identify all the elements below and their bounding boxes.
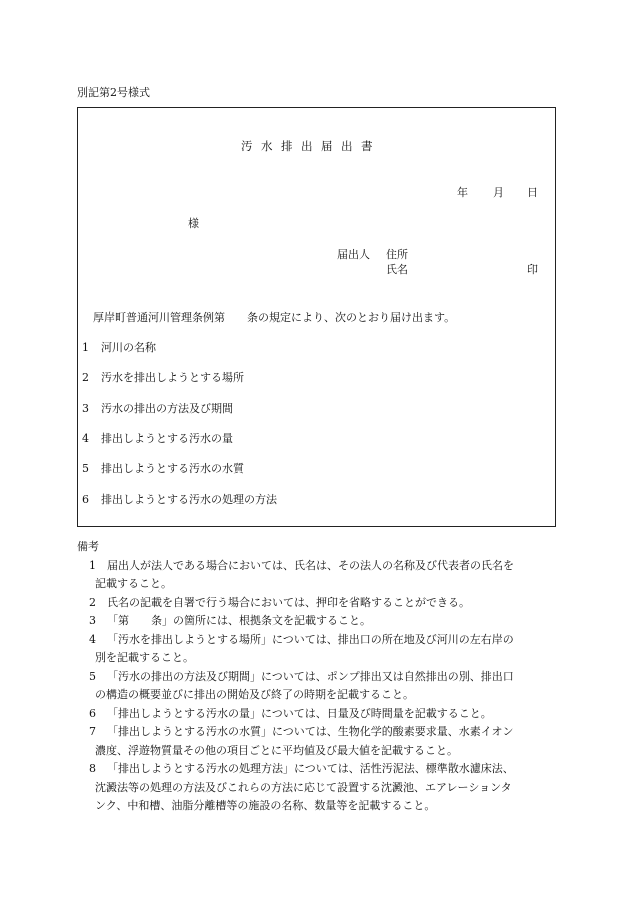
list-item: 6 排出しようとする汚水の処理の方法	[82, 493, 277, 506]
date-day: 日	[527, 186, 538, 199]
list-item: 5 排出しようとする汚水の水質	[82, 462, 244, 475]
list-item: 1 河川の名称	[82, 341, 156, 354]
list-item: 3 汚水の排出の方法及び期間	[82, 402, 233, 415]
note-item: 7 「排出しようとする汚水の水質」については、生物化学的酸素要求量、水素イオン	[89, 725, 514, 738]
form-title: 汚水排出届出書	[241, 139, 381, 153]
note-item: 8 「排出しようとする汚水の処理方法」については、活性汚泥法、標準散水濾床法、	[89, 762, 514, 775]
date-month: 月	[493, 186, 504, 199]
list-item: 4 排出しようとする汚水の量	[82, 432, 233, 445]
seal-mark: 印	[527, 263, 538, 276]
intro-text: 厚岸町普通河川管理条例第 条の規定により、次のとおり届け出ます。	[93, 311, 456, 324]
applicant-label: 届出人	[337, 248, 370, 261]
note-item: 3 「第 条」の箇所には、根拠条文を記載すること。	[89, 614, 371, 627]
note-item: 1 届出人が法人である場合においては、氏名は、その法人の名称及び代表者の氏名を	[89, 559, 514, 572]
notes-heading: 備考	[77, 540, 99, 553]
date-year: 年	[457, 186, 468, 199]
note-line: 濃度、浮遊物質量その他の項目ごとに平均値及び最大値を記載すること。	[95, 744, 458, 757]
name-label: 氏名	[386, 263, 408, 276]
note-item: 2 氏名の記載を自署で行う場合においては、押印を省略することができる。	[89, 596, 470, 609]
note-line: 別を記載すること。	[95, 651, 194, 664]
note-line: の構造の概要並びに排出の開始及び終了の時期を記載すること。	[95, 688, 414, 701]
note-item: 6 「排出しようとする汚水の量」については、日量及び時間量を記載すること。	[89, 707, 492, 720]
note-line: 記載すること。	[95, 577, 172, 590]
note-item: 5 「汚水の排出の方法及び期間」については、ポンプ排出又は自然排出の別、排出口	[89, 670, 514, 683]
note-line: ンク、中和槽、油脂分離槽等の施設の名称、数量等を記載すること。	[95, 799, 436, 812]
note-line: 沈澱法等の処理の方法及びこれらの方法に応じて設置する沈澱池、エアレーションタ	[95, 781, 512, 794]
addressee: 様	[188, 217, 199, 230]
note-item: 4 「汚水を排出しようとする場所」については、排出口の所在地及び河川の左右岸の	[89, 633, 514, 646]
address-label: 住所	[386, 248, 408, 261]
form-label: 別記第2号様式	[77, 86, 150, 99]
list-item: 2 汚水を排出しようとする場所	[82, 371, 244, 384]
